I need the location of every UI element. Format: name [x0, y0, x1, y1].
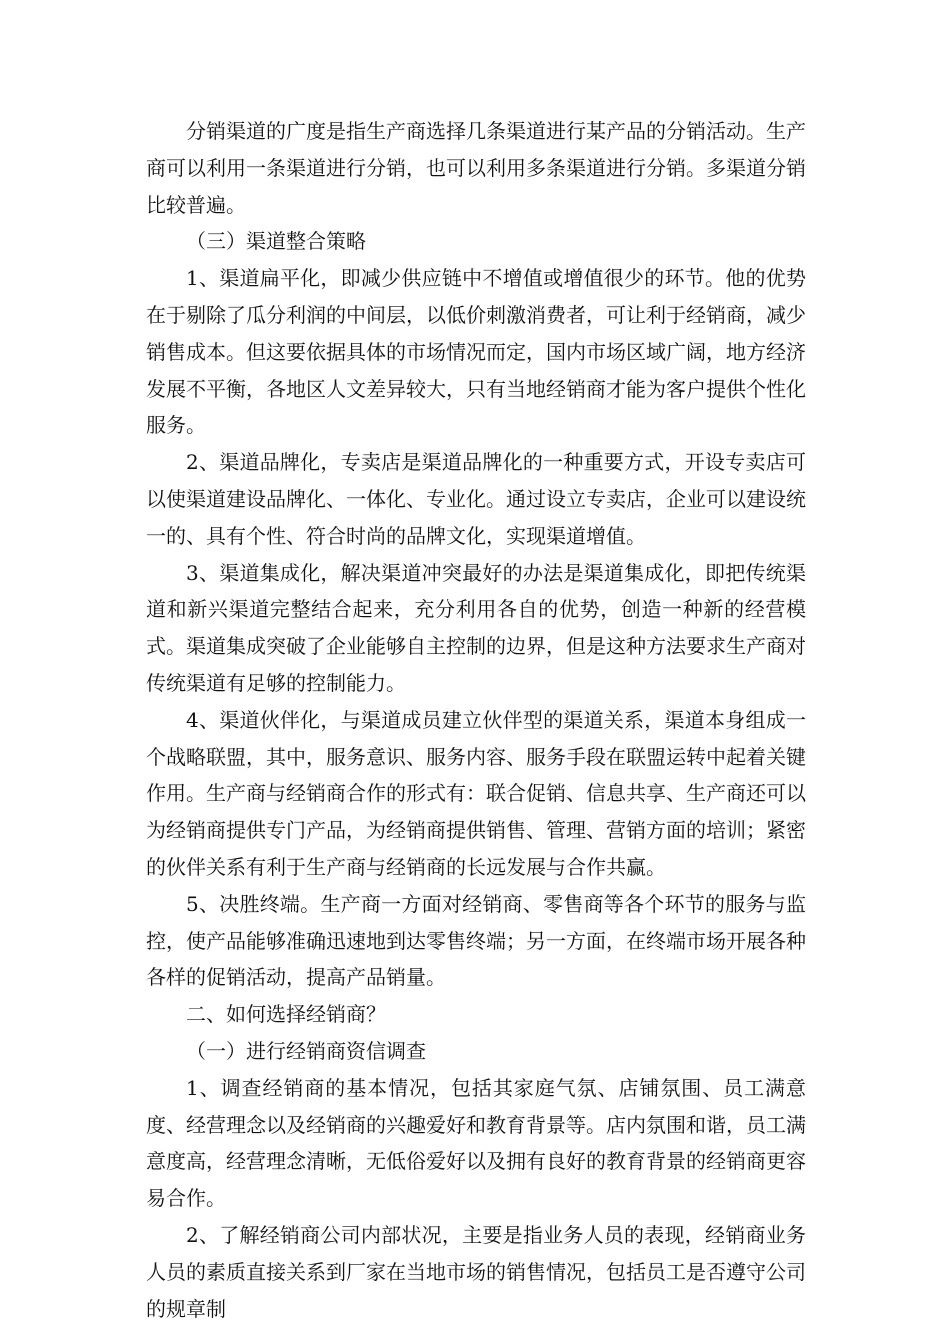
paragraph-channel-flattening: 1、渠道扁平化，即减少供应链中不增值或增值很少的环节。他的优势在于剔除了瓜分利润的中间层，以低价刺激消费者，可让利于经销商，减少销售成本。但这要依据具体的市场情况而定，国内市场区域广阔，地方经济发展不平衡，各地区人文差异较大，只有当地经销商才能为客户提供个性化服务。 [146, 266, 806, 438]
paragraph-dealer-basic-info: 1、调查经销商的基本情况，包括其家庭气氛、店铺氛围、员工满意度、经营理念以及经销商的兴趣爱好和教育背景等。店内氛围和谐，员工满意度高，经营理念清晰，无低俗爱好以及拥有良好的教育背景的经销商更容易合作。 [146, 1075, 806, 1211]
subsection-heading-credit-investigation: （一）进行经销商资信调查 [186, 1038, 426, 1063]
paragraph-channel-integration: 3、渠道集成化，解决渠道冲突最好的办法是渠道集成化，即把传统渠道和新兴渠道完整结合起来，充分利用各自的优势，创造一种新的经营模式。渠道集成突破了企业能够自主控制的边界，但是这种方法要求生产商对传统渠道有足够的控制能力。 [146, 560, 806, 695]
paragraph-channel-partnership: 4、渠道伙伴化，与渠道成员建立伙伴型的渠道关系，渠道本身组成一个战略联盟，其中，服务意识、服务内容、服务手段在联盟运转中起着关键作用。生产商与经销商合作的形式有：联合促销、信息共享、生产商还可以为经销商提供专门产品，为经销商提供销售、管理、营销方面的培训；紧密的伙伴关系有利于生产商与经销商的长远发展与合作共赢。 [146, 707, 806, 879]
paragraph-dealer-internal-status: 2、了解经销商公司内部状况，主要是指业务人员的表现，经销商业务人员的素质直接关系到厂家在当地市场的销售情况，包括员工是否遵守公司的规章制 [146, 1222, 806, 1321]
document-body [146, 113, 806, 1327]
section-heading-select-dealer: 二、如何选择经销商？ [186, 1002, 386, 1027]
paragraph-channel-breadth: 分销渠道的广度是指生产商选择几条渠道进行某产品的分销活动。生产商可以利用一条渠道进行分销，也可以利用多条渠道进行分销。多渠道分销比较普遍。 [146, 119, 806, 217]
paragraph-channel-branding: 2、渠道品牌化，专卖店是渠道品牌化的一种重要方式，开设专卖店可以使渠道建设品牌化、一体化、专业化。通过设立专卖店，企业可以建设统一的、具有个性、符合时尚的品牌文化，实现渠道增值。 [146, 450, 806, 548]
section-heading-channel-integration: （三）渠道整合策略 [186, 229, 366, 254]
paragraph-terminal: 5、决胜终端。生产商一方面对经销商、零售商等各个环节的服务与监控，使产品能够准确迅速地到达零售终端；另一方面，在终端市场开展各种各样的促销活动，提高产品销量。 [146, 891, 806, 990]
